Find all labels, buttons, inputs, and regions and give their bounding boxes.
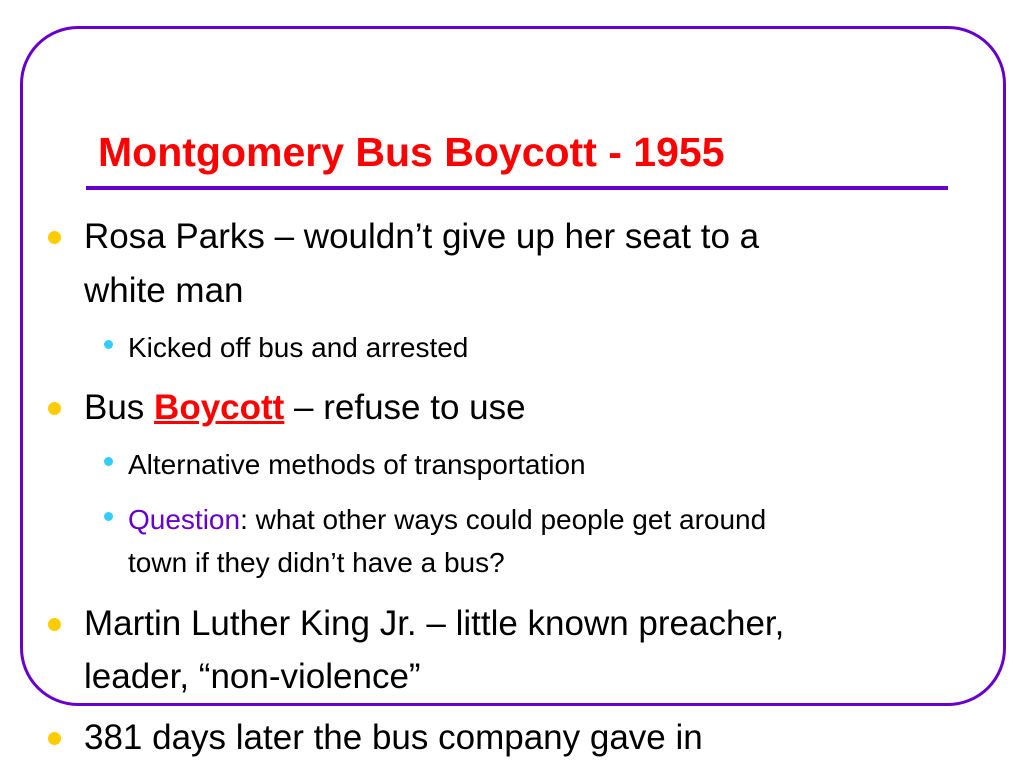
question-label: Question (128, 504, 241, 535)
sub-bullet-question (128, 502, 766, 538)
boycott-keyword: Boycott (154, 388, 285, 427)
sub-bullet-alternative-methods (128, 447, 586, 483)
bullet-prefix: Bus (84, 388, 155, 427)
bullet-rosa-parks-continued (84, 269, 244, 313)
bullet-text: 381 days later the bus company gave in (84, 718, 703, 757)
bullet-text: Martin Luther King Jr. – little known preacher, (84, 604, 785, 643)
bullet-bus-boycott (84, 386, 526, 430)
bullet-text: Rosa Parks – wouldn’t give up her seat to a (84, 217, 760, 256)
sub-bullet-dot-icon (104, 512, 113, 521)
bullet-dot-icon (48, 402, 61, 415)
sub-bullet-question-continued (128, 545, 505, 581)
bullet-suffix: – refuse to use (284, 388, 526, 427)
sub-bullet-kicked-off (128, 330, 468, 366)
question-text-continued: town if they didn’t have a bus? (128, 547, 505, 578)
bullet-text: white man (84, 271, 244, 310)
bullet-mlk (84, 602, 784, 646)
title-underline (86, 186, 948, 190)
bullet-text: leader, “non-violence” (84, 657, 421, 696)
bullet-dot-icon (48, 231, 61, 244)
bullet-dot-icon (48, 732, 61, 745)
sub-bullet-text: Alternative methods of transportation (128, 449, 586, 480)
bullet-mlk-continued (84, 655, 421, 699)
sub-bullet-dot-icon (104, 457, 113, 466)
slide-title: Montgomery Bus Boycott - 1955 (98, 129, 725, 175)
bullet-rosa-parks (84, 215, 759, 259)
sub-bullet-dot-icon (104, 340, 113, 349)
sub-bullet-text: Kicked off bus and arrested (128, 332, 469, 363)
bullet-381-days (84, 716, 703, 760)
question-text: : what other ways could people get around (240, 504, 767, 535)
bullet-dot-icon (48, 618, 61, 631)
